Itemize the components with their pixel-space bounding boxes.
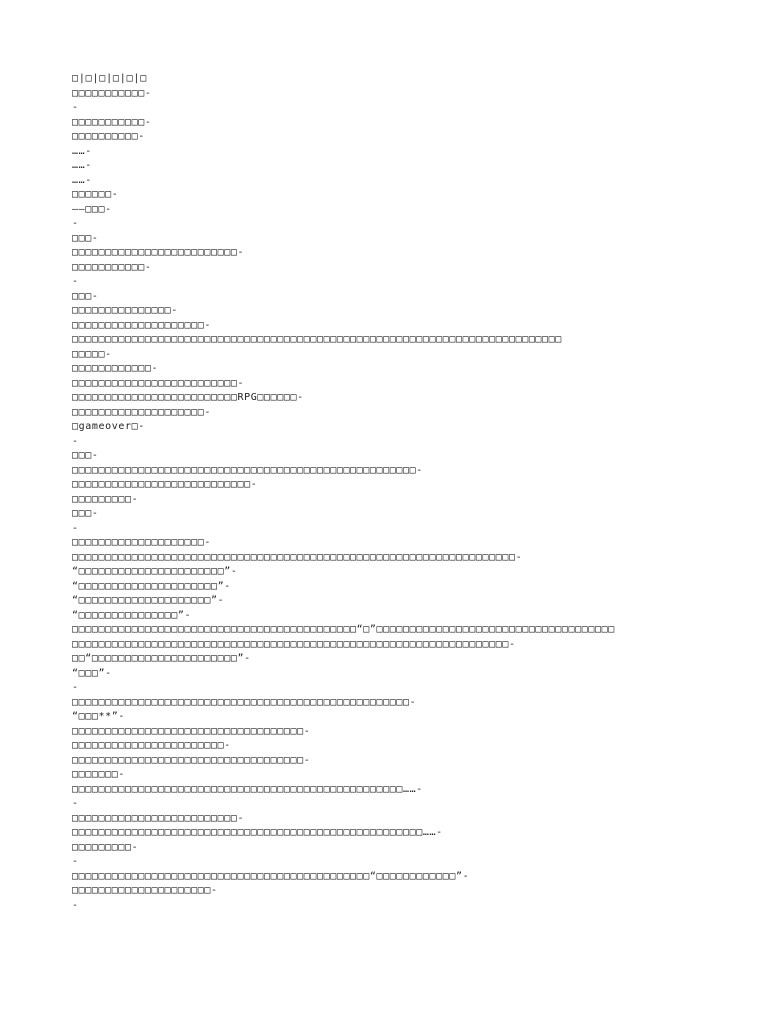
doc-line: □|□|□|□|□|□ (72, 73, 148, 84)
doc-line: - (72, 218, 79, 229)
doc-line: - (72, 899, 79, 911)
doc-line: □□□□□□□□□□□□□□□□□□□□□□□□□□□□□□□□□□□□□□□□□□□“□”□□□□□□□□□□□□□□□□□□□□□□□□□□□□□□□□□□□□ (72, 624, 615, 635)
doc-line: - (72, 276, 79, 287)
doc-line: □□□□□□□□□□□□□□□□□□□□□□□□□□□□□□□□□□□□□□□□□□□□□□□□□□□□□□□□□□□□□□□□□□□□□□□□□□ (72, 334, 562, 345)
doc-line: - (72, 856, 79, 867)
doc-line: □□□□□□□□□□□□□□□- (72, 305, 178, 316)
doc-line: “□□□**”- (72, 711, 125, 722)
doc-line: □□□□□□□□□□□□□□□□□□□□□□□□□□□□□□□□□□□- (72, 754, 311, 766)
doc-line: □□□□□□□□□□□□□□□□□□□□□□□- (72, 740, 231, 751)
doc-line: “□□□□□□□□□□□□□□□”- (72, 609, 192, 621)
doc-line: □□□□□□□□□□□- (72, 116, 152, 128)
doc-line: - (72, 435, 79, 447)
doc-line: □□□□□□□□□□□□□□□□□□□□□□□□□□□□□□□□□□□□□□□□□□□□□□□□□□□□- (72, 464, 423, 476)
doc-line: □□□□□□□□□□□□□□□□□□□□□□□□□□□□□□□□□□□□□□□□□□□□□□□□□□□□□□□□□□□□□□□□□□- (72, 638, 516, 650)
doc-line: “□□□□□□□□□□□□□□□□□□□□□”- (72, 580, 231, 592)
doc-line: □□□□□□□□□□□□□□□□□□□□□□□□□□□□□□□□□□□□□□□□□□□□□□□□□□……- (72, 783, 423, 795)
doc-line: □□□□□□□□□□□□□□□□□□□□□- (72, 885, 218, 896)
doc-line: □□□□□□□□□□□□□□□□□□□□□□□□□□□□□□□□□□□□□□□□□□□□□“□□□□□□□□□□□□”- (72, 870, 470, 882)
doc-line: - (72, 102, 79, 113)
doc-line: □□□□□□□□□□□□□□□□□□□□□□□□□- (72, 812, 245, 824)
doc-line: □□□□□□□□□□□□□□□□□□□□□□□□□RPG□□□□□□- (72, 392, 304, 403)
doc-line: □□□- (72, 508, 99, 519)
doc-line: □□□□□□□□□□□□□□□□□□□□- (72, 319, 212, 331)
doc-line: ……- (72, 174, 92, 186)
doc-line: □□□□□□□□□□□□□□□□□□□□□□□□□□□□□□□□□□□□□□□□□□□□□□□□□□□□□□□□□□□□□□□□□□□- (72, 551, 523, 563)
doc-line: □□□□□□□□□□□- (72, 87, 152, 99)
doc-line: “□□□□□□□□□□□□□□□□□□□□□□”- (72, 566, 238, 577)
doc-line: □□□□□□□□□□□□□□□□□□□□- (72, 537, 212, 548)
doc-line: □□□□□□□□□- (72, 841, 139, 853)
doc-line: □□□□□□□□□- (72, 493, 139, 505)
doc-line: - (72, 798, 79, 809)
doc-line: ……- (72, 145, 92, 157)
doc-line: □□□□□□□□□□□□□□□□□□□□□□□□□□□□□□□□□□□□□□□□□□□□□□□□□□□□□……- (72, 827, 443, 838)
doc-line: □□□□□□□□□□□□□□□□□□□□□□□□□□□□□□□□□□□- (72, 725, 311, 737)
doc-line: ——□□□- (72, 203, 112, 215)
doc-line: □□□□□□□□□□- (72, 131, 145, 142)
doc-line: “□□□”- (72, 667, 112, 679)
doc-line: □□□□□□□□□□□□- (72, 363, 159, 374)
doc-line: □□□□□□□□□□□□□□□□□□□□□□□□□- (72, 377, 245, 389)
document-body (72, 72, 712, 913)
doc-line: □□□□□□□□□□□- (72, 261, 152, 273)
doc-line: □□□- (72, 290, 99, 302)
doc-line: □□“□□□□□□□□□□□□□□□□□□□□□□”- (72, 653, 251, 664)
doc-line: □□□□□□□□□□□□□□□□□□□□□□□□□□□□□□□□□□□□□□□□□□□□□□□□□□□- (72, 696, 417, 708)
doc-line: □□□□□□□□□□□□□□□□□□□□- (72, 406, 212, 418)
doc-line: □gameover□- (72, 421, 145, 432)
doc-line: - (72, 682, 79, 693)
doc-line: □□□□□□□- (72, 769, 125, 780)
doc-line: □□□□□□□□□□□□□□□□□□□□□□□□□- (72, 247, 245, 258)
doc-line: □□□- (72, 232, 99, 244)
doc-line: □□□□□□□□□□□□□□□□□□□□□□□□□□□- (72, 479, 258, 490)
doc-line: ……- (72, 160, 92, 171)
doc-line: □□□□□□- (72, 189, 119, 200)
doc-line: □□□- (72, 450, 99, 461)
doc-line: - (72, 522, 79, 534)
doc-line: □□□□□- (72, 348, 112, 360)
doc-line: “□□□□□□□□□□□□□□□□□□□□”- (72, 595, 225, 606)
